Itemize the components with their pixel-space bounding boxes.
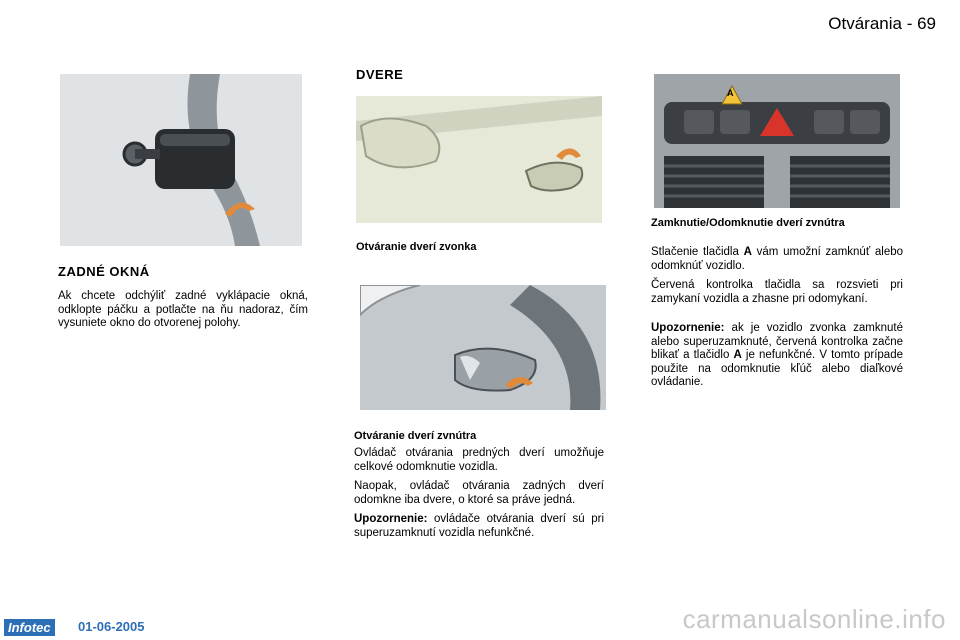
inside-handle-drawing (360, 285, 606, 410)
warning-label: Upozornenie: (354, 513, 428, 525)
dashboard-drawing (654, 74, 900, 208)
inside-opening-paragraph-1: Ovládač otvárania predných dverí umožňuje celkové odomknutie vozidla. (354, 447, 604, 473)
inside-opening-caption: Otváranie dverí zvnútra (354, 430, 477, 442)
p1-pre: Stlačenie tlačidla (651, 246, 744, 258)
page-header: Otvárania - 69 (828, 14, 936, 33)
lock-unlock-paragraph-2: Červená kontrolka tlačidla sa rozsvieti pri zamykaní vozidla a zhasne pri odomykaní. (651, 279, 903, 305)
rear-windows-text: Ak chcete odchýliť zadné vyklápacie okná, odklopte páčku a potlačte na ňu nadoraz, čím vysuniete okno do otvorenej polohy. (58, 290, 308, 329)
infotec-logo: Infotec (4, 619, 55, 636)
outside-handle-drawing (356, 96, 602, 223)
lock-unlock-paragraph-1 (651, 246, 903, 273)
right-warning-text-1: ak je vozidlo zvonka zamknuté alebo superuzamknuté, červená kontrolka začne blikať a tlačidlo (651, 322, 903, 361)
doors-title: DVERE (356, 67, 404, 82)
lock-unlock-title: Zamknutie/Odomknutie dverí zvnútra (651, 217, 845, 229)
rear-window-latch-drawing (60, 74, 302, 246)
inside-opening-text (354, 447, 604, 546)
dashboard-lock-button-illustration (654, 74, 900, 208)
rear-window-latch-illustration (60, 74, 302, 246)
rear-windows-title: ZADNÉ OKNÁ (58, 264, 150, 279)
inside-door-handle-illustration (360, 285, 606, 410)
inside-opening-paragraph-2: Naopak, ovládač otvárania zadných dverí odomkne iba dvere, o ktoré sa práve jedná. (354, 480, 604, 506)
lock-unlock-text (651, 246, 903, 396)
footer-date: 01-06-2005 (78, 619, 145, 634)
watermark: carmanualsonline.info (682, 604, 946, 634)
lock-unlock-warning (651, 322, 903, 390)
button-a-callout-label: A (727, 88, 734, 98)
right-warning-key: A (733, 349, 742, 361)
inside-opening-warning (354, 513, 604, 540)
warning-text: ovládače otvárania dverí sú pri superuzamknutí vozidla nefunkčné. (354, 513, 604, 539)
right-warning-label: Upozornenie: (651, 322, 725, 334)
outside-door-handle-illustration (356, 96, 602, 223)
p1-post: vám umožní zamknúť alebo odomknúť vozidlo. (651, 246, 904, 272)
right-warning-text-2: je nefunkčné. V tomto prípade použite na odomknutie kľúč alebo diaľkové ovládanie. (651, 349, 903, 388)
outside-opening-caption: Otváranie dverí zvonka (356, 241, 477, 253)
button-a-key: A (743, 246, 752, 258)
